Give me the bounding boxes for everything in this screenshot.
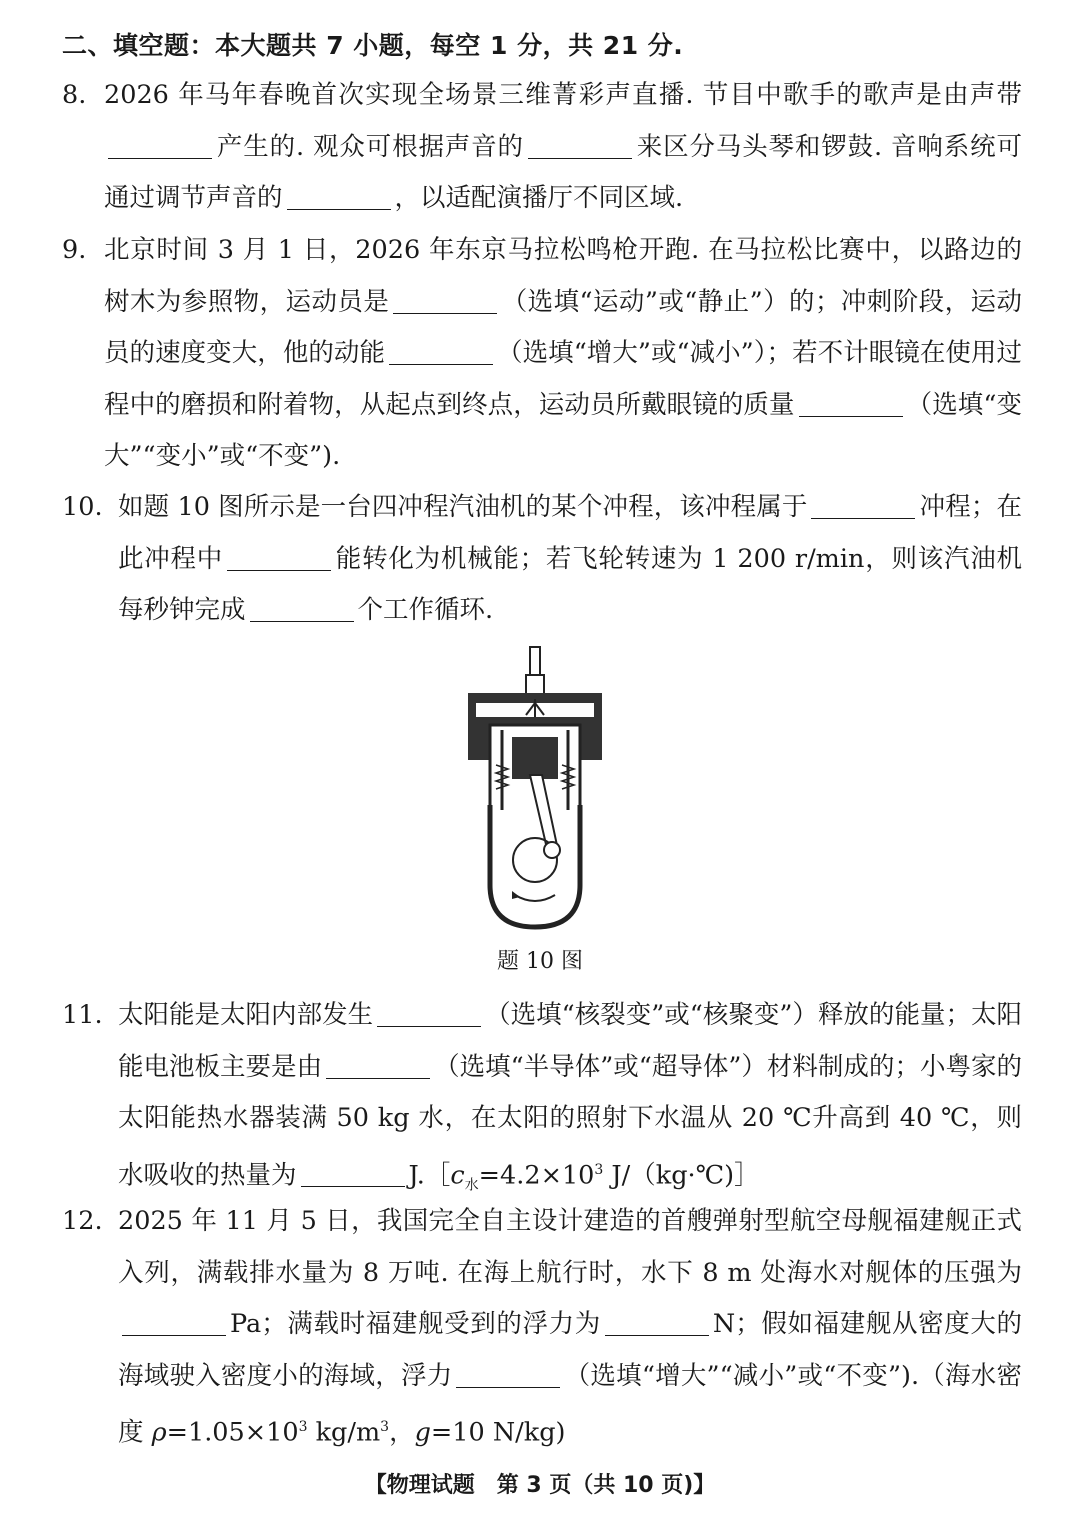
crank-pin [544,842,560,858]
engine-diagram [460,645,610,930]
question-text: ，以适配演播厅不同区域. [394,183,684,213]
question-number: 10. [62,492,103,522]
density-unit-exponent: 3 [380,1419,390,1435]
question-number: 9. [62,235,87,265]
density-symbol: ρ [151,1417,167,1448]
question-body [104,225,1022,483]
answer-blank[interactable] [108,157,212,159]
spark-plug [530,647,540,677]
answer-blank[interactable] [811,517,915,519]
density-unit: kg/m [307,1417,381,1448]
question-body [104,70,1022,225]
question-text: 2025 年 11 月 5 日，我国完全自主设计建造的首艘弹射型航空母舰福建舰正式入列，满载排水量为 8 万吨. 在海上航行时，水下 8 m 处海水对舰体的压强为 [118,1206,1022,1288]
answer-blank[interactable] [393,312,497,314]
answer-blank[interactable] [456,1386,560,1388]
question-text: Pa；满载时福建舰受到的浮力为 [230,1309,601,1339]
question-body [118,990,1022,1212]
question-text: N；假如福建舰从密度大的海域驶入密度小的海域，浮力 [118,1309,1022,1391]
question-number: 11. [62,1000,103,1030]
answer-blank[interactable] [326,1077,430,1079]
gravity-symbol: g [414,1417,431,1448]
answer-blank[interactable] [227,569,331,571]
question-12 [62,1196,1022,1459]
question-11 [62,990,1022,1212]
question-text: 个工作循环. [357,595,494,625]
question-body: 2025 年 11 月 5 日，我国完全自主设计建造的首艘弹射型航空母舰福建舰正式入列，满载排水量为 8 万吨. 在海上航行时，水下 8 m 处海水对舰体的压强为Pa；满载时福建舰受到的浮力为 N；假如福建舰从密度大的海域驶入密度小的海域，浮力 （选填“增大”“减小”或“不变”).（海水密度 $\rho=1.05\times 10^3$ $kg/m^3$，g=10 N/kg) [118,1206,1022,1448]
question-text: （选填“增大”“减小”或“不变”).（海水密度 [118,1360,1022,1448]
crankcase [490,805,580,927]
question-body [118,482,1022,637]
answer-blank[interactable] [250,620,354,622]
formula-subscript: 水 [464,1177,479,1194]
piston [512,737,558,779]
section-title: 二、填空题：本大题共 7 小题，每空 1 分，共 21 分. [62,31,684,60]
formula-unit: J/（kg·℃)］ [603,1160,760,1190]
figure-caption: 题 10 图 [497,949,583,974]
question-8 [62,70,1022,225]
density-value: =1.05×10 [166,1417,299,1448]
question-text: （选填“增大”或“减小”）；若不计眼镜在使用过程中的磨损和附着物，从起点到终点，运动员所戴眼镜的质量 [104,338,1022,420]
question-text: 2026 年马年春晚首次实现全场景三维菁彩声直播. 节目中歌手的歌声是由声带 [104,80,1022,110]
question-text: 北京时间 3 月 1 日，2026 年东京马拉松鸣枪开跑. 在马拉松比赛中，以路边的树木为参照物，运动员是 [104,235,1022,317]
answer-blank[interactable] [389,363,493,365]
gravity-value: =10 N/kg) [430,1417,566,1448]
question-text: 能转化为机械能；若飞轮转速为 1 200 r/min，则该汽油机每秒钟完成 [118,543,1022,625]
page-footer: 【物理试题 第 3 页（共 10 页)】 [364,1473,716,1498]
question-text: （选填“半导体”或“超导体”）材料制成的；小粤家的太阳能热水器装满 50 kg 水，在太阳的照射下水温从 20 ℃升高到 40 ℃，则水吸收的热量为 [118,1051,1022,1190]
formula-value: =4.2×10 [478,1160,595,1190]
answer-blank[interactable] [605,1334,709,1336]
question-number: 8. [62,80,87,110]
question-text: 太阳能是太阳内部发生 [118,1000,374,1030]
answer-blank[interactable] [528,157,632,159]
question-text: 冲程；在此冲程中 [118,492,1022,574]
answer-blank[interactable] [122,1334,226,1336]
question-text: J.［ [408,1160,451,1190]
formula-symbol: c [450,1160,465,1190]
question-text: （选填“核裂变”或“核聚变”）释放的能量；太阳能电池板主要是由 [118,1000,1022,1082]
answer-blank[interactable] [287,208,391,210]
question-text: 来区分马头琴和锣鼓. 音响系统可通过调节声音的 [104,131,1022,213]
density-exponent: 3 [298,1419,308,1435]
question-number: 12. [62,1206,103,1236]
question-text: 产生的. 观众可根据声音的 [216,131,524,162]
answer-blank[interactable] [799,415,903,417]
question-text: 如题 10 图所示是一台四冲程汽油机的某个冲程，该冲程属于 [118,492,808,522]
answer-blank[interactable] [377,1025,481,1027]
question-9 [62,225,1022,483]
formula-exponent: 3 [594,1161,604,1178]
question-text: （选填“变大”“变小”或“不变”). [104,389,1022,471]
answer-blank[interactable] [301,1185,405,1187]
question-text: （选填“运动”或“静止”）的；冲刺阶段，运动员的速度变大，他的动能 [104,286,1022,368]
question-10 [62,482,1022,637]
